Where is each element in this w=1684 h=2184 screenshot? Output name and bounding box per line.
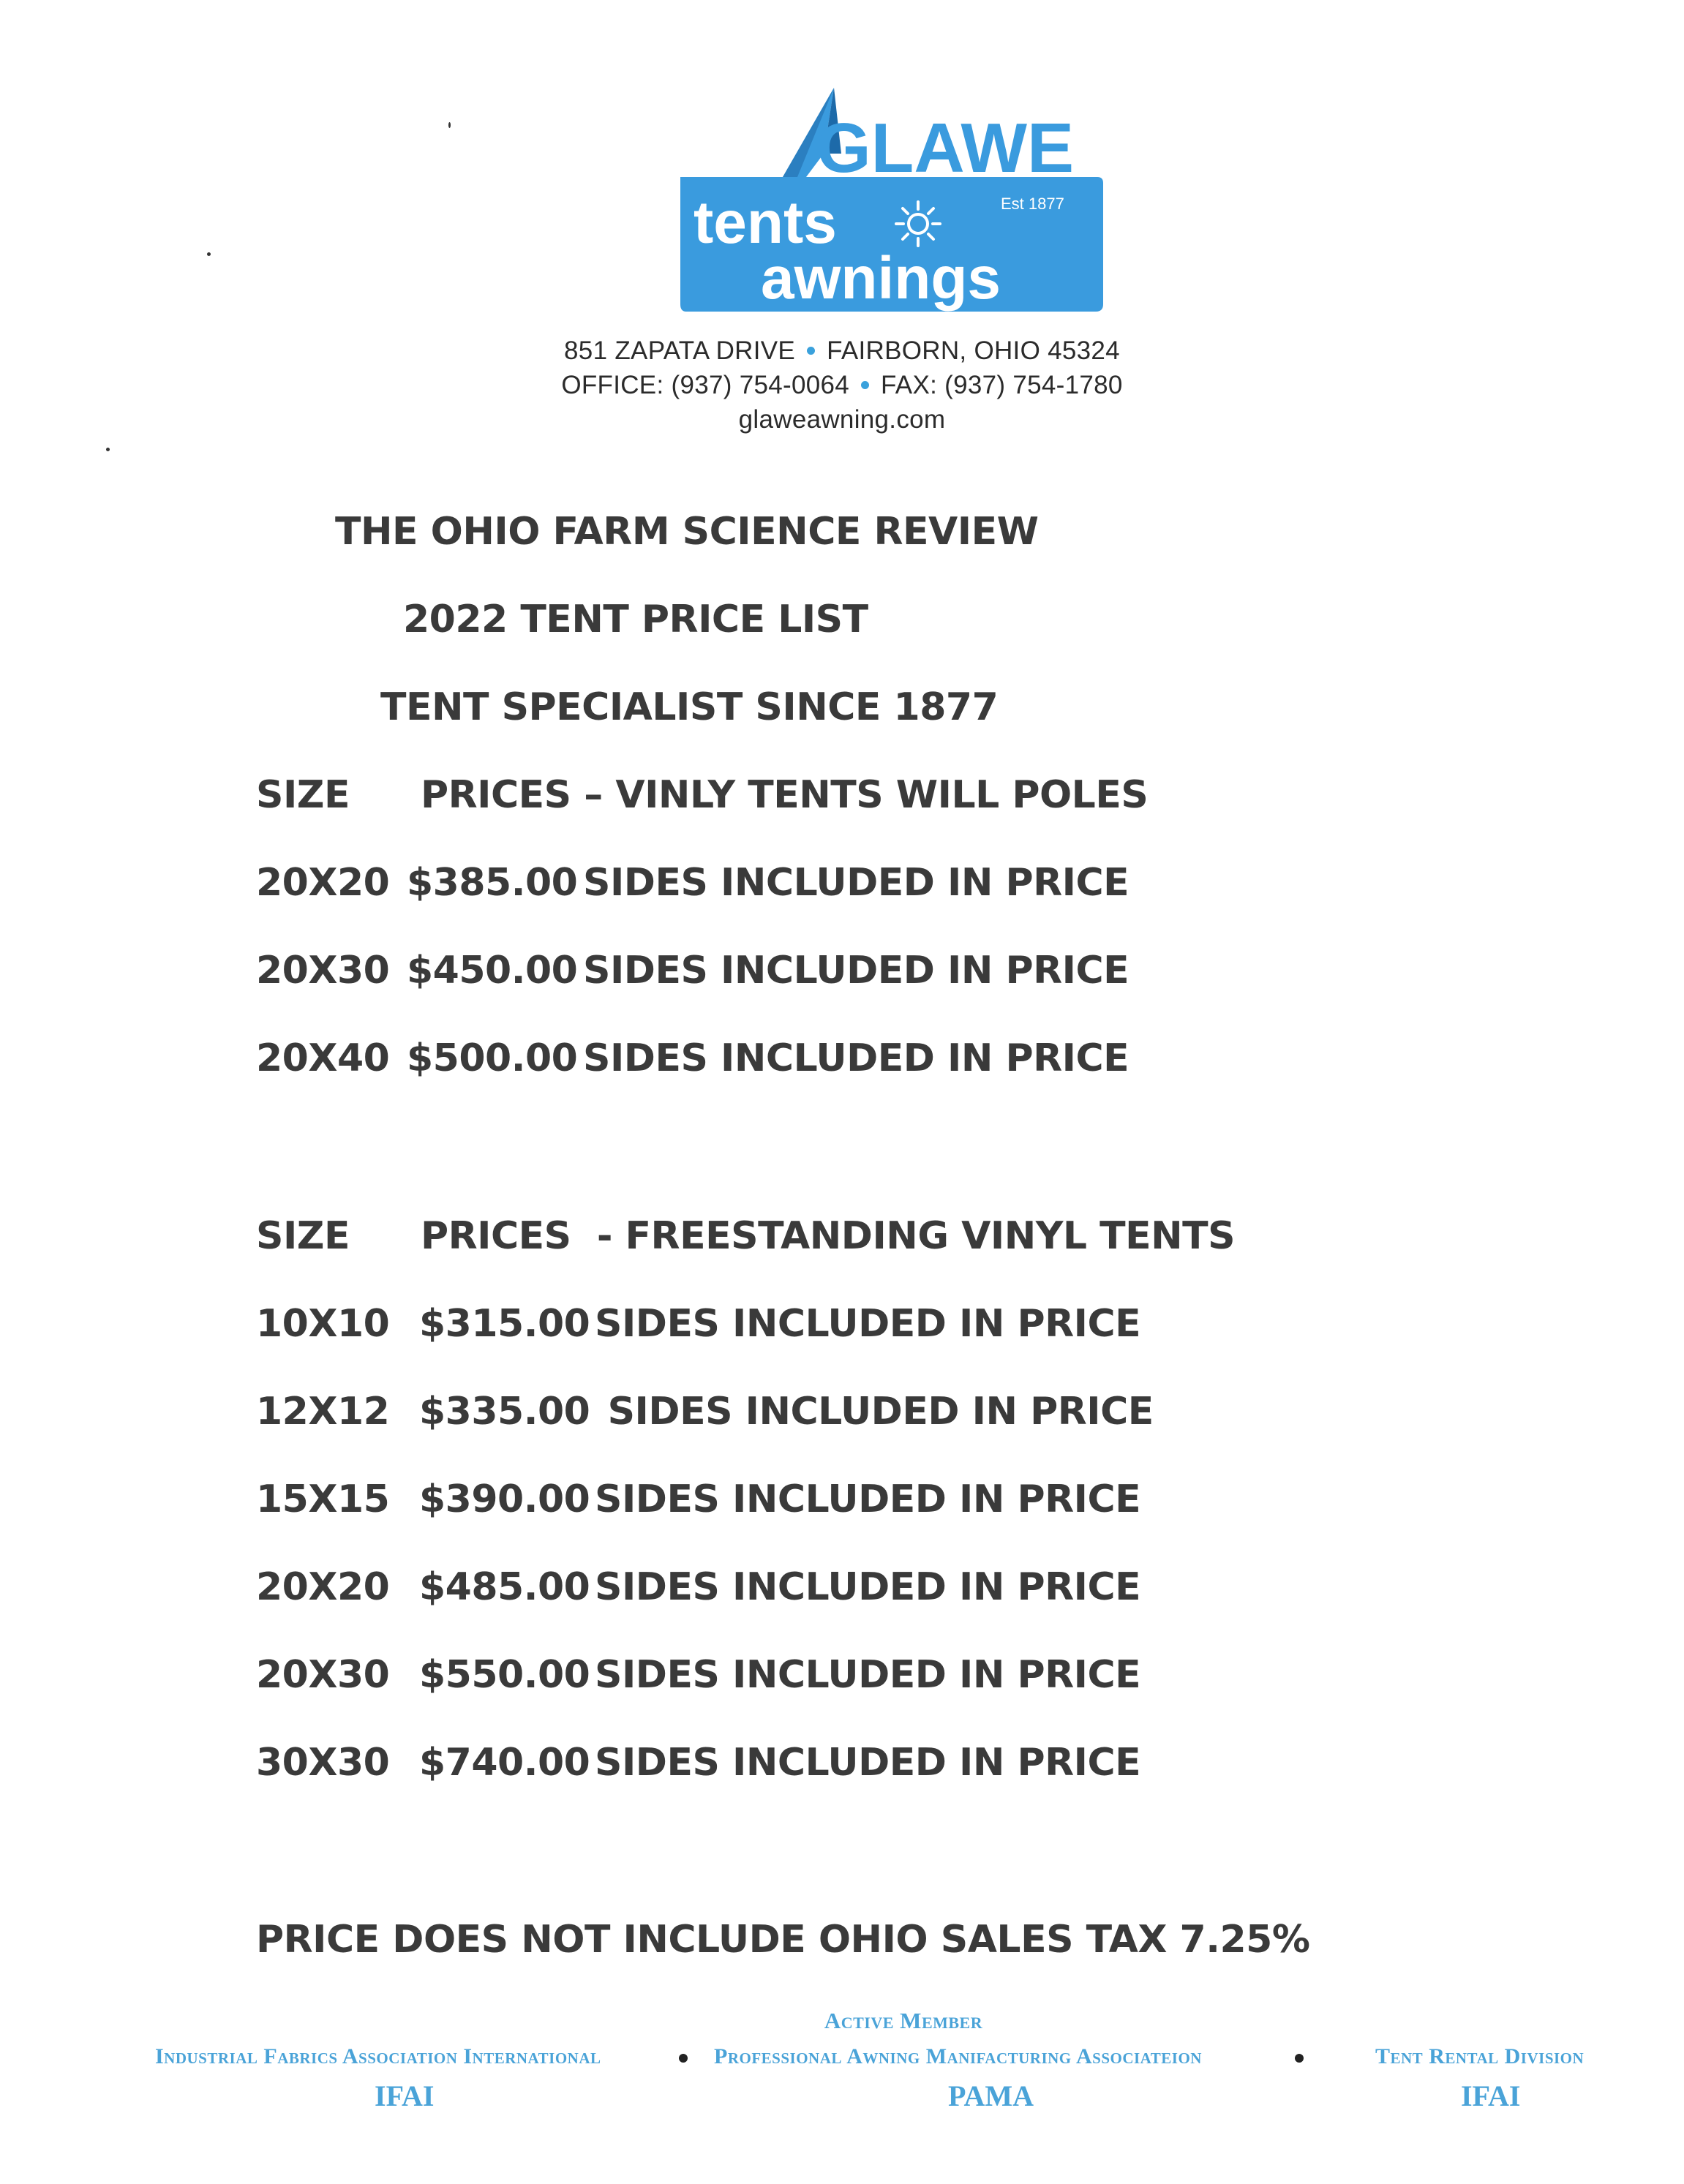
tent-price: $450.00 bbox=[407, 949, 578, 993]
price-note: SIDES INCLUDED IN PRICE bbox=[595, 1302, 1141, 1346]
tent-size: 12X12 bbox=[256, 1390, 390, 1434]
tent-size: 30X30 bbox=[256, 1741, 390, 1785]
tent-price: $315.00 bbox=[419, 1302, 590, 1346]
bullet-dot-icon bbox=[861, 381, 869, 389]
scan-speck bbox=[207, 252, 211, 256]
scan-speck bbox=[106, 448, 110, 451]
tent-price: $335.00 bbox=[419, 1390, 590, 1434]
org2-name: Professional Awning Manifacturing Associateion bbox=[714, 2044, 1202, 2068]
event-heading: THE OHIO FARM SCIENCE REVIEW bbox=[335, 510, 1039, 554]
price-note: SIDES INCLUDED IN PRICE bbox=[595, 1741, 1141, 1785]
price-note: SIDES INCLUDED IN PRICE bbox=[595, 1653, 1141, 1697]
price-note: SIDES INCLUDED IN PRICE bbox=[583, 949, 1129, 993]
glawe-logo bbox=[673, 80, 1112, 322]
logo-line2-text: awnings bbox=[761, 245, 1001, 312]
scan-speck bbox=[448, 122, 451, 128]
office-phone: OFFICE: (937) 754-0064 bbox=[561, 371, 850, 399]
street-address: 851 ZAPATA DRIVE bbox=[564, 336, 796, 365]
section2-size-header: SIZE bbox=[256, 1214, 350, 1258]
tent-size: 10X10 bbox=[256, 1302, 390, 1346]
tent-size: 20X40 bbox=[256, 1036, 390, 1080]
active-member-label: Active Member bbox=[824, 2008, 983, 2033]
city-address: FAIRBORN, OHIO 45324 bbox=[827, 336, 1120, 365]
tent-price: $740.00 bbox=[419, 1741, 590, 1785]
tent-size: 20X20 bbox=[256, 861, 390, 905]
price-list-title: 2022 TENT PRICE LIST bbox=[403, 598, 868, 641]
address-line-1 bbox=[0, 336, 1684, 366]
section1-prices-header: PRICES – VINLY TENTS WILL POLES bbox=[421, 773, 1149, 817]
tagline-heading: TENT SPECIALIST SINCE 1877 bbox=[380, 685, 999, 729]
tent-price: $390.00 bbox=[419, 1477, 590, 1521]
footer-bullet-icon bbox=[679, 2054, 688, 2063]
bullet-dot-icon bbox=[807, 347, 815, 355]
website-text: glaweawning.com bbox=[738, 405, 946, 434]
tent-size: 20X20 bbox=[256, 1565, 390, 1609]
tent-price: $500.00 bbox=[407, 1036, 578, 1080]
fax-number: FAX: (937) 754-1780 bbox=[881, 371, 1123, 399]
footer-bullet-icon bbox=[1295, 2054, 1304, 2063]
section1-size-header: SIZE bbox=[256, 773, 350, 817]
tent-price: $385.00 bbox=[407, 861, 578, 905]
price-note: SIDES INCLUDED IN PRICE bbox=[583, 861, 1129, 905]
org2-abbr: PAMA bbox=[948, 2079, 1034, 2112]
address-line-2 bbox=[0, 371, 1684, 400]
org3-name: Tent Rental Division bbox=[1375, 2044, 1585, 2068]
sales-tax-note: PRICE DOES NOT INCLUDE OHIO SALES TAX 7.25% bbox=[256, 1918, 1310, 1962]
org3-abbr: IFAI bbox=[1461, 2079, 1521, 2112]
logo-brand-text: GLAWE bbox=[816, 109, 1074, 187]
tent-size: 20X30 bbox=[256, 1653, 390, 1697]
tent-price: $550.00 bbox=[419, 1653, 590, 1697]
price-note: SIDES INCLUDED IN PRICE bbox=[595, 1390, 1154, 1434]
logo-line1-text: tents bbox=[693, 189, 837, 256]
org1-abbr: IFAI bbox=[375, 2079, 435, 2112]
price-note: SIDES INCLUDED IN PRICE bbox=[595, 1477, 1141, 1521]
logo-est-text: Est 1877 bbox=[1001, 195, 1064, 213]
price-note: SIDES INCLUDED IN PRICE bbox=[583, 1036, 1129, 1080]
price-note: SIDES INCLUDED IN PRICE bbox=[595, 1565, 1141, 1609]
org1-name: Industrial Fabrics Association International bbox=[155, 2044, 601, 2068]
tent-size: 15X15 bbox=[256, 1477, 390, 1521]
tent-size: 20X30 bbox=[256, 949, 390, 993]
tent-price: $485.00 bbox=[419, 1565, 590, 1609]
section2-prices-header: PRICES - FREESTANDING VINYL TENTS bbox=[421, 1214, 1236, 1258]
